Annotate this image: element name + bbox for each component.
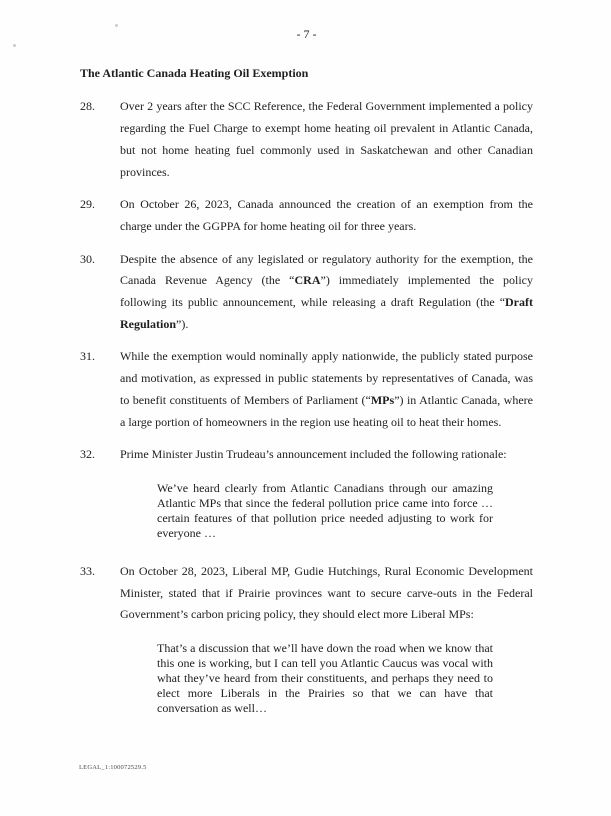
text-segment: Over 2 years after the SCC Reference, the Federal Government implemented a policy regarding the Fuel Charge to exempt home heating oil prevalent in Atlantic Canada, but not home heating fuel commonly used in Saskatchewan and other Canadian provinces. <box>120 99 533 179</box>
block-quote: We’ve heard clearly from Atlantic Canadians through our amazing Atlantic MPs that since the federal pollution price came into force … certain features of that pollution price needed adjusting to work for everyone … <box>157 480 493 540</box>
text-segment: Despite the absence of any legislated or regulatory authority for the exemption, the Canada Revenue Agency (the “ <box>120 251 533 288</box>
paragraph-list <box>80 96 533 725</box>
paragraph-body <box>120 561 533 725</box>
text-segment: On October 28, 2023, Liberal MP, Gudie Hutchings, Rural Economic Development Minister, stated that if Prairie provinces want to secure carve-outs in the Federal Government’s carbon pricing policy, they should elect more Liberal MPs: <box>120 563 533 622</box>
text-segment: Prime Minister Justin Trudeau’s announcement included the following rationale: <box>120 447 507 462</box>
text-segment: ”) in Atlantic Canada, where a large portion of homeowners in the region use heating oil to heat their homes. <box>120 392 533 429</box>
paragraph-body <box>120 96 533 183</box>
paragraph-text <box>120 561 533 626</box>
paragraph-body <box>120 346 533 433</box>
numbered-paragraph <box>80 249 533 336</box>
text-segment: ”). <box>176 316 189 331</box>
numbered-paragraph <box>80 444 533 550</box>
paragraph-number: 28. <box>80 99 95 114</box>
text-segment: While the exemption would nominally apply nationwide, the publicly stated purpose and motivation, as expressed in public statements by representatives of Canada, was to benefit constituents of Members of Parliament (“ <box>120 349 533 407</box>
paragraph-body <box>120 249 533 336</box>
paragraph-text <box>120 444 533 466</box>
paragraph-body <box>120 444 533 550</box>
page-number: - 7 - <box>296 27 317 41</box>
paragraph-text <box>120 96 533 183</box>
paragraph-text <box>120 249 533 336</box>
paragraph-body <box>120 194 533 237</box>
paragraph-number: 31. <box>80 349 95 364</box>
numbered-paragraph <box>80 96 533 183</box>
paragraph-text <box>120 194 533 237</box>
numbered-paragraph <box>80 561 533 725</box>
numbered-paragraph <box>80 194 533 237</box>
defined-term: Draft Regulation <box>120 295 533 331</box>
section-heading: The Atlantic Canada Heating Oil Exemption <box>80 65 309 80</box>
scan-speck <box>13 44 16 47</box>
paragraph-number: 33. <box>80 563 95 578</box>
paragraph-text <box>120 346 533 433</box>
block-quote: That’s a discussion that we’ll have down the road when we know that this one is working, but I can tell you Atlantic Caucus was vocal with what they’ve heard from their constituents, and perhaps they need to elect more Liberals in the Prairies so that we can have that conversation as well… <box>157 641 493 716</box>
paragraph-number: 30. <box>80 251 95 266</box>
text-segment: ”) immediately implemented the policy following its public announcement, while releasing a draft Regulation (the “ <box>120 273 533 310</box>
paragraph-number: 29. <box>80 197 95 212</box>
defined-term: CRA <box>294 273 321 288</box>
document-id-footer: LEGAL_1:100072529.5 <box>79 764 147 771</box>
text-segment: On October 26, 2023, Canada announced the creation of an exemption from the charge under the GGPPA for home heating oil for three years. <box>120 197 533 233</box>
defined-term: MPs <box>370 392 395 407</box>
numbered-paragraph <box>80 346 533 433</box>
paragraph-number: 32. <box>80 447 95 462</box>
scan-speck <box>115 24 118 27</box>
